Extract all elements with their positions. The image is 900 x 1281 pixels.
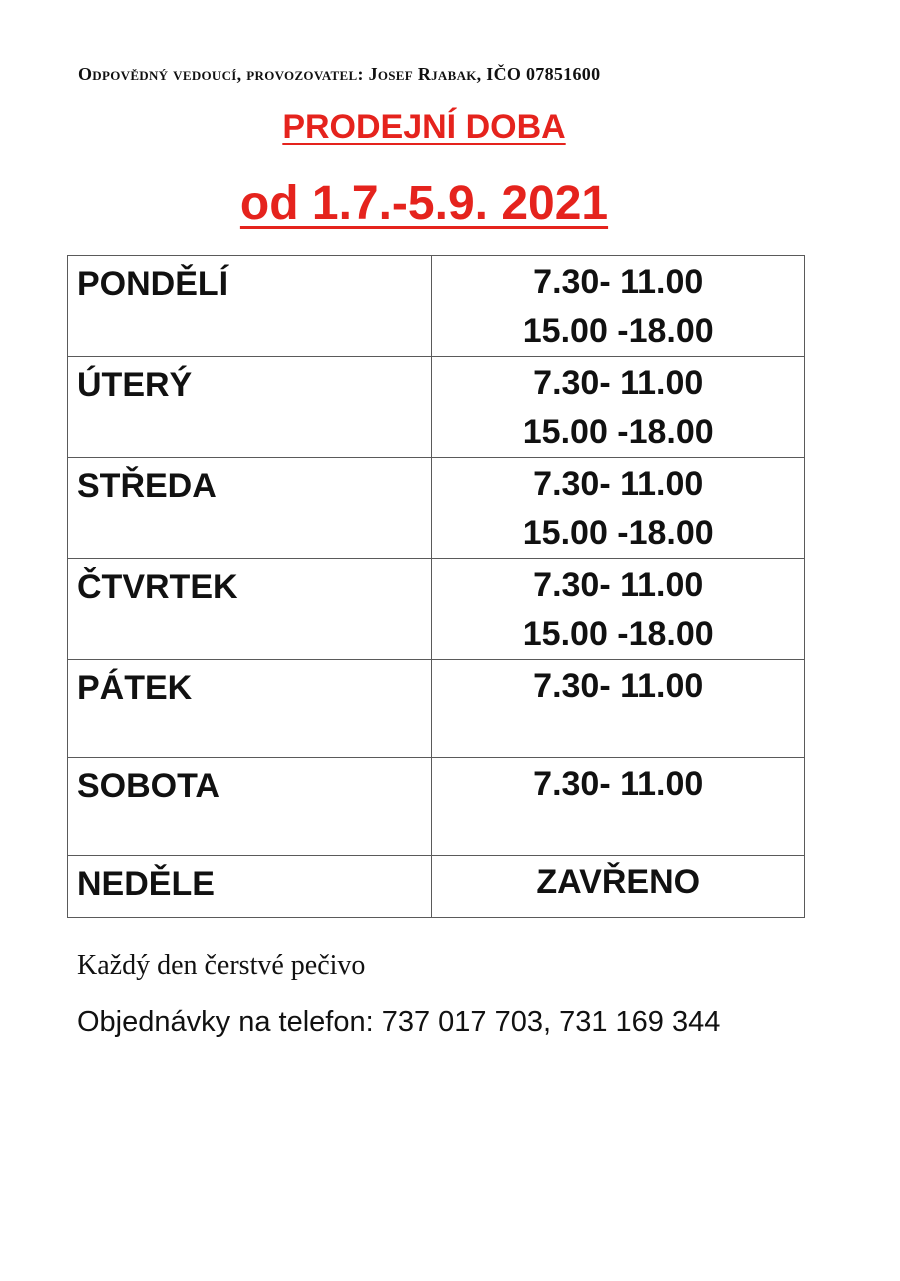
table-row [68,758,805,856]
hours-cell [432,256,805,357]
day-cell [68,758,432,856]
table-row [68,458,805,559]
day-cell [68,559,432,660]
day-cell [68,856,432,918]
page-title: PRODEJNÍ DOBA [282,108,566,146]
date-range-title: od 1.7.-5.9. 2021 [239,177,609,230]
hours-cell [432,758,805,856]
closed-status: ZAVŘENO [536,863,701,901]
day-label: STŘEDA [77,467,217,505]
hours-cell [432,856,805,918]
day-label: PONDĚLÍ [77,265,229,303]
morning-hours: 7.30- 11.00 [533,765,704,803]
phone-orders-line: Objednávky na telefon: 737 017 703, 731 169 344 [77,1006,721,1038]
day-label: SOBOTA [77,767,220,805]
day-label: NEDĚLE [77,865,215,903]
day-cell [68,357,432,458]
morning-hours: 7.30- 11.00 [533,364,704,402]
fresh-bakery-note: Každý den čerstvé pečivo [77,950,366,981]
day-label: ÚTERÝ [77,366,193,404]
opening-hours-table [67,255,805,918]
day-cell [68,660,432,758]
afternoon-hours: 15.00 -18.00 [522,514,714,552]
morning-hours: 7.30- 11.00 [533,566,704,604]
afternoon-hours: 15.00 -18.00 [522,413,714,451]
day-cell [68,458,432,559]
morning-hours: 7.30- 11.00 [533,465,704,503]
morning-hours: 7.30- 11.00 [533,263,704,301]
table-row [68,357,805,458]
day-label: ČTVRTEK [77,568,238,606]
afternoon-hours: 15.00 -18.00 [522,312,714,350]
table-row [68,660,805,758]
hours-cell [432,660,805,758]
hours-cell [432,458,805,559]
hours-cell [432,357,805,458]
morning-hours: 7.30- 11.00 [533,667,704,705]
responsible-operator-line: Odpovědný vedoucí, provozovatel: Josef Rjabak, IČO 07851600 [78,64,601,84]
day-label: PÁTEK [77,669,193,707]
afternoon-hours: 15.00 -18.00 [522,615,714,653]
table-row [68,559,805,660]
table-row [68,856,805,918]
day-cell [68,256,432,357]
table-row [68,256,805,357]
hours-cell [432,559,805,660]
